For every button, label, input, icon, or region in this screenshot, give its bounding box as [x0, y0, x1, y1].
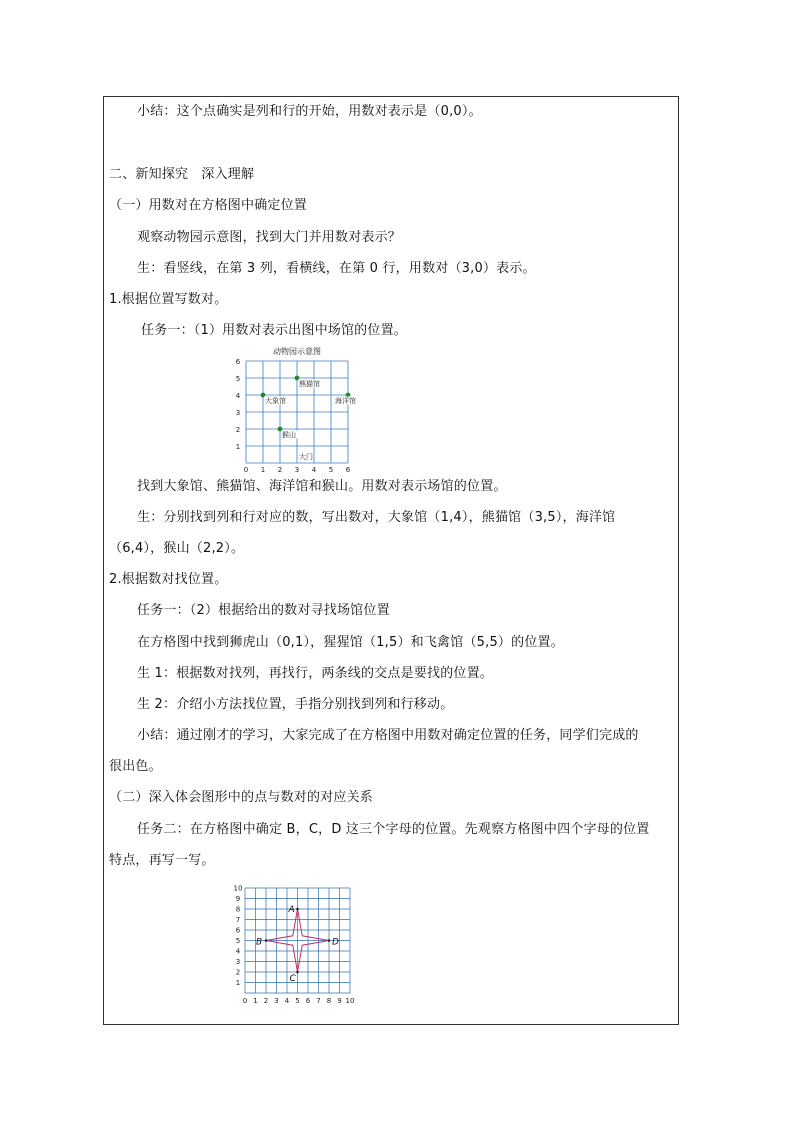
paragraph: 很出色。 — [109, 759, 162, 774]
place-label: 猴山 — [282, 431, 296, 439]
x-tick-label: 10 — [345, 997, 355, 1005]
summary-line-2: 小结：通过刚才的学习，大家完成了在方格图中用数对确定位置的任务，同学们完成的 — [137, 728, 639, 743]
y-tick-label: 1 — [235, 979, 241, 987]
paragraph: 生：看竖线，在第 3 列，看横线，在第 0 行，用数对（3,0）表示。 — [137, 261, 536, 276]
x-tick-label: 4 — [311, 466, 317, 473]
y-tick-label: 10 — [233, 884, 243, 893]
y-tick-label: 6 — [235, 358, 241, 366]
paragraph: 特点，再写一写。 — [109, 853, 215, 868]
y-tick-label: 6 — [235, 926, 241, 935]
vertex-point — [265, 939, 268, 942]
numbered-heading-2: 2.根据数对找位置。 — [109, 572, 228, 587]
y-tick-label: 3 — [235, 958, 241, 966]
summary-line-1: 小结：这个点确实是列和行的开始，用数对表示是（0,0）。 — [137, 104, 482, 119]
y-tick-label: 3 — [235, 409, 241, 417]
x-tick-label: 6 — [305, 997, 311, 1005]
x-tick-label: 3 — [294, 466, 300, 473]
x-tick-label: 2 — [277, 466, 283, 473]
star-coordinate-grid — [234, 885, 355, 1006]
vertex-label: A — [288, 905, 295, 915]
x-tick-label: 6 — [345, 466, 351, 473]
y-tick-label: 9 — [235, 895, 241, 903]
task-line: 任务一：（1）用数对表示出图中场馆的位置。 — [141, 323, 407, 338]
x-tick-label: 0 — [243, 466, 249, 473]
vertex-label: C — [289, 974, 296, 984]
place-label: 熊猫馆 — [299, 380, 320, 388]
x-tick-label: 1 — [260, 466, 266, 473]
x-tick-label: 3 — [274, 997, 279, 1005]
vertex-label: D — [332, 937, 339, 948]
x-tick-label: 4 — [284, 997, 290, 1005]
vertex-point — [296, 908, 299, 911]
paragraph: 观察动物园示意图，找到大门并用数对表示？ — [137, 230, 402, 245]
paragraph: （6,4），猴山（2,2）。 — [109, 541, 245, 556]
x-tick-label: 2 — [263, 997, 269, 1005]
numbered-heading-1: 1.根据位置写数对。 — [109, 292, 228, 307]
y-tick-label: 1 — [235, 443, 241, 451]
x-tick-label: 0 — [242, 997, 248, 1005]
task-line: 任务二：在方格图中确定 B，C，D 这三个字母的位置。先观察方格图中四个字母的位置 — [137, 822, 650, 837]
zoo-map-title: 动物园示意图 — [273, 347, 321, 356]
y-tick-label: 4 — [235, 947, 241, 956]
vertex-label: B — [256, 937, 263, 948]
y-tick-label: 4 — [235, 392, 241, 400]
x-tick-label: 7 — [316, 997, 321, 1005]
place-label: 海洋馆 — [335, 397, 356, 405]
y-tick-label: 8 — [235, 905, 241, 914]
vertex-point — [328, 939, 331, 942]
zoo-map-figure — [232, 343, 367, 473]
vertex-point — [296, 971, 299, 974]
y-tick-label: 2 — [235, 968, 241, 977]
subsection-heading-1: （一）用数对在方格图中确定位置 — [109, 198, 308, 213]
place-label: 大象馆 — [265, 397, 286, 405]
paragraph: 找到大象馆、熊猫馆、海洋馆和猴山。用数对表示场馆的位置。 — [137, 479, 507, 494]
y-tick-label: 2 — [235, 426, 241, 434]
paragraph: 在方格图中找到狮虎山（0,1），猩猩馆（1,5）和飞禽馆（5,5）的位置。 — [137, 635, 564, 650]
y-tick-label: 7 — [235, 916, 241, 924]
x-tick-label: 5 — [295, 997, 300, 1005]
x-tick-label: 5 — [328, 466, 334, 473]
task-line: 任务一：（2）根据给出的数对寻找场馆位置 — [137, 603, 390, 618]
subsection-heading-2: （二）深入体会图形中的点与数对的对应关系 — [109, 790, 374, 805]
paragraph: 生：分别找到列和行对应的数，写出数对，大象馆（1,4），熊猫馆（3,5），海洋馆 — [137, 510, 616, 525]
x-tick-label: 9 — [337, 997, 342, 1005]
y-tick-label: 5 — [235, 937, 241, 945]
x-tick-label: 1 — [253, 997, 258, 1005]
paragraph: 生 2：介绍小方法找位置，手指分别找到列和行移动。 — [137, 697, 454, 712]
gate-label: 大门 — [299, 453, 313, 461]
paragraph: 生 1：根据数对找列，再找行，两条线的交点是要找的位置。 — [137, 666, 494, 681]
star-grid-figure — [232, 884, 362, 1006]
y-tick-label: 5 — [235, 375, 241, 383]
section-heading: 二、新知探究 深入理解 — [109, 167, 255, 182]
x-tick-label: 8 — [326, 997, 332, 1005]
zoo-map-grid — [236, 346, 356, 473]
